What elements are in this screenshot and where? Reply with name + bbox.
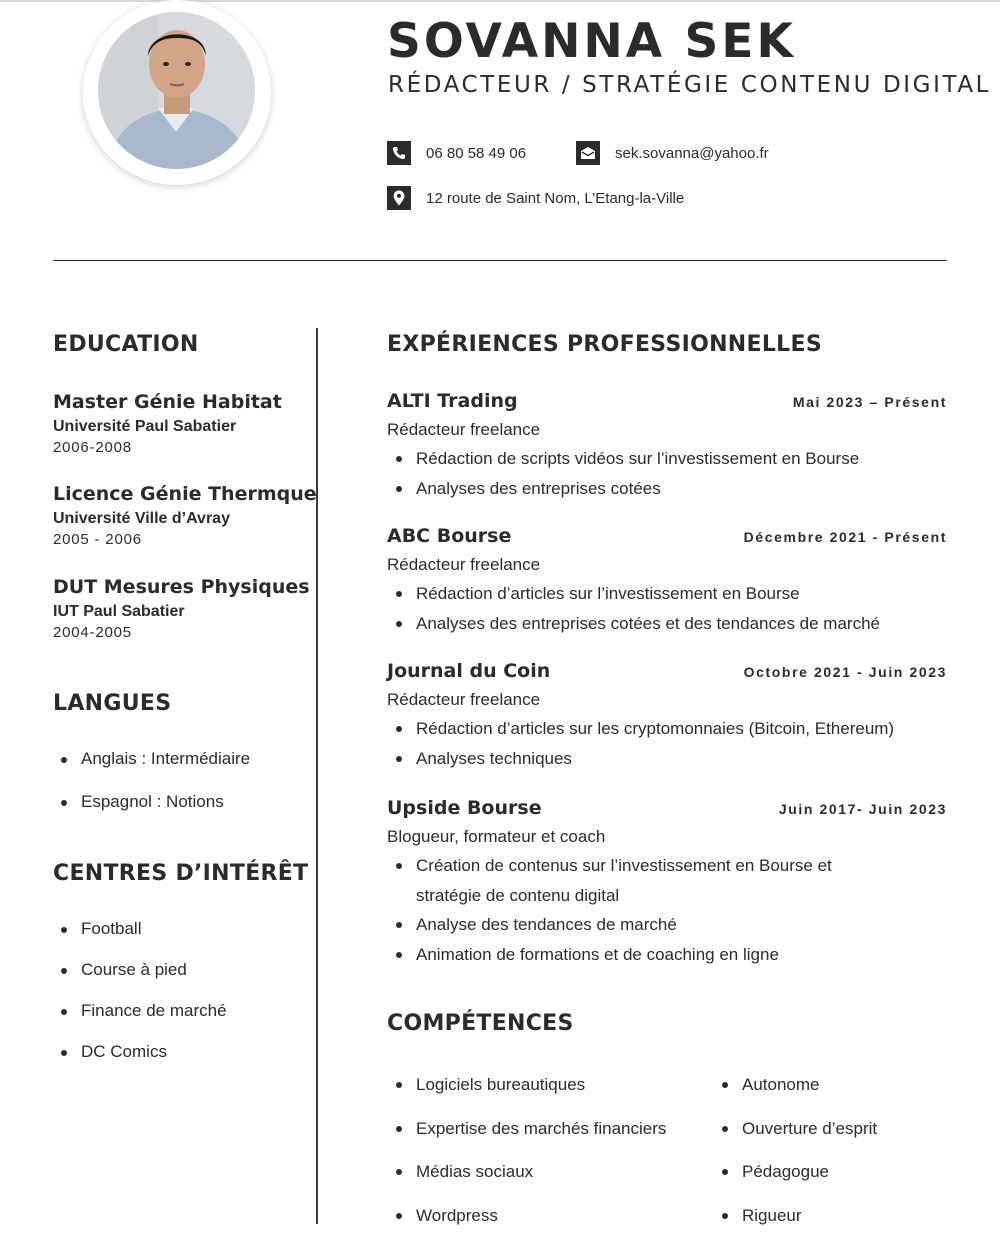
- education-years: 2006-2008: [53, 438, 282, 458]
- skill-item: Autonome: [713, 1063, 947, 1107]
- education-degree: DUT Mesures Physiques: [53, 575, 310, 599]
- skills-list: [387, 1063, 947, 1237]
- address: 12 route de Saint Nom, L’Etang-la-Ville: [426, 190, 684, 207]
- job-entry: [387, 388, 947, 503]
- education-item: [53, 390, 282, 458]
- job-company: ABC Bourse: [387, 523, 511, 549]
- job-dates: Octobre 2021 - Juin 2023: [744, 664, 947, 680]
- languages-list: [53, 748, 250, 813]
- job-bullets: [387, 444, 947, 503]
- profile-photo: [98, 12, 255, 169]
- phone-icon: [387, 141, 411, 165]
- job-dates: Mai 2023 – Présent: [793, 394, 947, 410]
- list-item-continuation: stratégie de contenu digital: [387, 881, 947, 911]
- skill-item: Ouverture d’esprit: [713, 1107, 947, 1151]
- list-item: Création de contenus sur l’investissement en Bourse et: [387, 851, 947, 881]
- list-item: Finance de marché: [53, 1000, 227, 1022]
- education-years: 2005 - 2006: [53, 530, 317, 550]
- job-entry: [387, 795, 947, 969]
- list-item: Rédaction d’articles sur l’investissement en Bourse: [387, 579, 947, 609]
- envelope-icon: [576, 141, 600, 165]
- education-school: Université Ville d’Avray: [53, 508, 317, 530]
- job-bullets: [387, 579, 947, 638]
- job-role: Rédacteur freelance: [387, 686, 947, 714]
- job-entry: [387, 658, 947, 773]
- job-dates: Décembre 2021 - Présent: [744, 529, 947, 545]
- job-role: Blogueur, formateur et coach: [387, 823, 947, 851]
- contact-address: [387, 186, 684, 210]
- skill-item: Expertise des marchés financiers: [387, 1107, 713, 1151]
- experience-title: EXPÉRIENCES PROFESSIONNELLES: [387, 331, 822, 359]
- skills-title: COMPÉTENCES: [387, 1010, 574, 1038]
- job-bullets: [387, 714, 947, 773]
- email-address: sek.sovanna@yahoo.fr: [615, 145, 769, 162]
- location-pin-icon: [387, 186, 411, 210]
- list-item: Rédaction d’articles sur les cryptomonnaies (Bitcoin, Ethereum): [387, 714, 947, 744]
- education-school: Université Paul Sabatier: [53, 416, 282, 438]
- list-item: Animation de formations et de coaching en ligne: [387, 940, 947, 970]
- education-school: IUT Paul Sabatier: [53, 601, 310, 623]
- list-item: Analyses des entreprises cotées: [387, 474, 947, 504]
- education-degree: Licence Génie Thermque: [53, 482, 317, 506]
- interests-list: [53, 918, 227, 1063]
- candidate-name: SOVANNA SEK: [387, 14, 796, 70]
- top-border: [0, 0, 1000, 2]
- education-years: 2004-2005: [53, 623, 310, 643]
- job-entry: [387, 523, 947, 638]
- job-company: Upside Bourse: [387, 795, 542, 821]
- list-item: Football: [53, 918, 227, 940]
- list-item: Analyse des tendances de marché: [387, 910, 947, 940]
- list-item: Anglais : Intermédiaire: [53, 748, 250, 770]
- skill-item: Logiciels bureautiques: [387, 1063, 713, 1107]
- contact-email: [576, 141, 769, 165]
- list-item: Course à pied: [53, 959, 227, 981]
- skill-item: Rigueur: [713, 1194, 947, 1237]
- phone-number: 06 80 58 49 06: [426, 145, 526, 162]
- candidate-title: RÉDACTEUR / STRATÉGIE CONTENU DIGITAL: [388, 70, 991, 100]
- list-item: Espagnol : Notions: [53, 791, 250, 813]
- job-dates: Juin 2017- Juin 2023: [779, 801, 947, 817]
- list-item: Analyses des entreprises cotées et des tendances de marché: [387, 609, 947, 639]
- list-item: Rédaction de scripts vidéos sur l’investissement en Bourse: [387, 444, 947, 474]
- skill-item: Wordpress: [387, 1194, 713, 1237]
- job-company: ALTI Trading: [387, 388, 518, 414]
- list-item: Analyses techniques: [387, 744, 947, 774]
- job-bullets: [387, 851, 947, 969]
- column-divider: [316, 328, 318, 1224]
- languages-title: LANGUES: [53, 690, 171, 718]
- contact-phone: [387, 141, 526, 165]
- interests-title: CENTRES D’INTÉRÊT: [53, 860, 308, 888]
- education-item: [53, 482, 317, 550]
- education-degree: Master Génie Habitat: [53, 390, 282, 414]
- header-divider: [53, 260, 947, 261]
- list-item: DC Comics: [53, 1041, 227, 1063]
- job-role: Rédacteur freelance: [387, 416, 947, 444]
- education-item: [53, 575, 310, 643]
- skill-item: Médias sociaux: [387, 1150, 713, 1194]
- skill-item: Pédagogue: [713, 1150, 947, 1194]
- job-company: Journal du Coin: [387, 658, 550, 684]
- job-role: Rédacteur freelance: [387, 551, 947, 579]
- education-title: EDUCATION: [53, 331, 199, 359]
